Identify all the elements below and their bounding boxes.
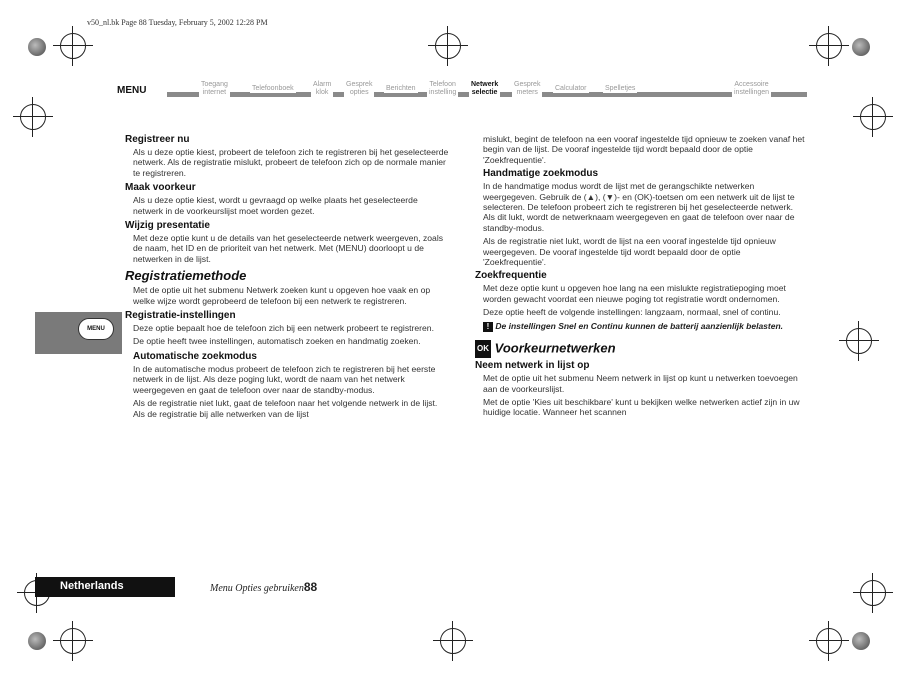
paragraph: Als u deze optie kiest, probeert de telefoon zich te registreren bij het geselecteerde netwerk. Als de registratie mislukt, probeert de telefoon zich op de normale manier te registreren.	[133, 147, 449, 178]
paragraph: Als de registratie niet lukt, gaat de telefoon naar het volgende netwerk in de lijst. Als de registratie bij alle netwerken van de lijst	[133, 398, 438, 419]
paragraph: In de handmatige modus wordt de lijst met de gerangschikte netwerken weergegeven. Gebruik de (▲), (▼)- en (OK)-toetsen om een netwerk uit de lijst te selecteren. De telefoon probeert zich te registreren bij het geselecteerde netwerk. Als dit lukt, wordt de netwerknaam weergegeven en gaat de telefoon over naar de standby-modus.	[483, 181, 795, 233]
nav-item-accessoire-instellingen	[732, 81, 771, 97]
heading-registratie-instellingen: Registratie-instellingen	[125, 310, 236, 322]
nav-item-label: Accessoire instellingen	[734, 81, 770, 96]
left-column	[125, 134, 450, 419]
nav-item-label: Gesprek opties	[346, 81, 373, 96]
crosshair-icon	[435, 33, 461, 59]
ok-key-icon: OK	[475, 340, 491, 358]
warning-icon: !	[483, 322, 493, 333]
nav-item-label: Berichten	[386, 85, 416, 92]
footer-language: Netherlands	[60, 580, 124, 592]
warning-text: De instellingen Snel en Continu kunnen de batterij aanzienlijk belasten.	[495, 320, 784, 331]
heading-maak-voorkeur: Maak voorkeur	[125, 182, 196, 194]
print-header: v50_nl.bk Page 88 Tuesday, February 5, 2002 12:28 PM	[87, 18, 268, 27]
nav-item-telefoon-instelling	[427, 81, 458, 97]
paragraph: Met de optie uit het submenu Neem netwerk in lijst op kunt u netwerken toevoegen aan de voorkeurslijst.	[483, 373, 798, 394]
heading-voorkeurnetwerken	[475, 340, 805, 358]
crosshair-icon	[860, 580, 886, 606]
crosshair-icon	[816, 33, 842, 59]
paragraph: Met deze optie kunt u opgeven hoe lang na een mislukte registratiepoging moet worden gewacht voordat een nieuwe poging tot registratie wordt ondernomen.	[483, 283, 786, 304]
nav-item-label: Gesprek meters	[514, 81, 541, 96]
crosshair-icon	[440, 628, 466, 654]
nav-item-label: Alarm klok	[313, 81, 332, 96]
paragraph: Deze optie heeft de volgende instellingen: langzaam, normaal, snel of continu.	[483, 307, 781, 318]
nav-item-label: Telefoonboek	[252, 85, 294, 92]
footer-page-info	[210, 580, 317, 594]
heading-zoekfrequentie: Zoekfrequentie	[475, 270, 547, 282]
nav-item-label: Toegang internet	[201, 81, 228, 96]
registration-ball-icon	[852, 632, 870, 650]
heading-neem-netwerk-in-lijst-op: Neem netwerk in lijst op	[475, 360, 590, 372]
paragraph: De optie heeft twee instellingen, automatisch zoeken en handmatig zoeken.	[133, 336, 421, 347]
right-column	[475, 134, 805, 418]
paragraph: Als u deze optie kiest, wordt u gevraagd op welke plaats het geselecteerde netwerk in de voorkeurslijst moet worden gezet.	[133, 195, 418, 216]
nav-item-alarm-klok	[311, 81, 333, 97]
nav-item-label: Calculator	[555, 85, 587, 92]
footer-section: Menu Opties gebruiken	[210, 583, 304, 594]
nav-item-calculator	[553, 85, 589, 93]
menu-key-icon: MENU	[78, 318, 114, 340]
crosshair-icon	[60, 628, 86, 654]
nav-item-gesprek-meters	[512, 81, 542, 97]
nav-item-label: Netwerk selectie	[471, 81, 499, 96]
crosshair-icon	[860, 104, 886, 130]
heading-automatische-zoekmodus: Automatische zoekmodus	[133, 350, 257, 362]
heading-registreer-nu: Registreer nu	[125, 134, 190, 145]
registration-ball-icon	[852, 38, 870, 56]
heading-handmatige-zoekmodus: Handmatige zoekmodus	[483, 168, 599, 180]
nav-item-toegang-internet	[199, 81, 230, 97]
heading-text: Voorkeurnetwerken	[494, 340, 616, 356]
nav-item-berichten	[384, 85, 418, 93]
nav-item-netwerk-selectie	[469, 81, 500, 97]
nav-item-label: Telefoon instelling	[429, 81, 457, 96]
registration-ball-icon	[28, 38, 46, 56]
nav-menu-label: MENU	[117, 85, 150, 96]
heading-registratiemethode: Registratiemethode	[125, 268, 247, 284]
crosshair-icon	[60, 33, 86, 59]
page-number: 88	[303, 580, 318, 594]
paragraph: Met de optie uit het submenu Netwerk zoeken kunt u opgeven hoe vaak en op welke wijze wordt geprobeerd de telefoon bij een netwerk te registreren.	[133, 285, 431, 306]
paragraph: mislukt, begint de telefoon na een vooraf ingestelde tijd opnieuw te zoeken vanaf het begin van de lijst. De vooraf ingestelde tijd wordt bepaald door de optie 'Zoekfrequentie'.	[483, 134, 805, 165]
menu-navigation-strip	[117, 80, 812, 110]
crosshair-icon	[816, 628, 842, 654]
warning-note	[483, 321, 805, 333]
paragraph: Deze optie bepaalt hoe de telefoon zich bij een netwerk probeert te registreren.	[133, 323, 434, 334]
nav-item-spelletjes	[603, 85, 637, 93]
paragraph: Met deze optie kunt u de details van het geselecteerde netwerk weergeven, zoals de naam, het ID en de prioriteit van het netwerk. Met (MENU) doorloopt u de netwerken in de lijst.	[133, 233, 444, 264]
crosshair-icon	[20, 104, 46, 130]
crosshair-icon	[846, 328, 872, 354]
paragraph: In de automatische modus probeert de telefoon zich te registreren bij het eerste netwerk in de lijst. Als deze poging lukt, wordt de naam van het netwerk weergegeven en gaat de telefoon over naar de standby-modus.	[133, 363, 436, 395]
paragraph: Met de optie 'Kies uit beschikbare' kunt u bekijken welke netwerken actief zijn in uw huidige locatie. Wanneer het scannen	[483, 397, 800, 418]
nav-item-label: Spelletjes	[605, 85, 636, 92]
nav-item-telefoonboek	[250, 85, 296, 93]
registration-ball-icon	[28, 632, 46, 650]
heading-wijzig-presentatie: Wijzig presentatie	[125, 220, 210, 232]
paragraph: Als de registratie niet lukt, wordt de lijst na een vooraf ingestelde tijd opnieuw weergegeven. De vooraf ingestelde tijd wordt bepaald door de optie 'Zoekfrequentie'.	[483, 236, 776, 268]
nav-item-gesprek-opties	[344, 81, 374, 97]
